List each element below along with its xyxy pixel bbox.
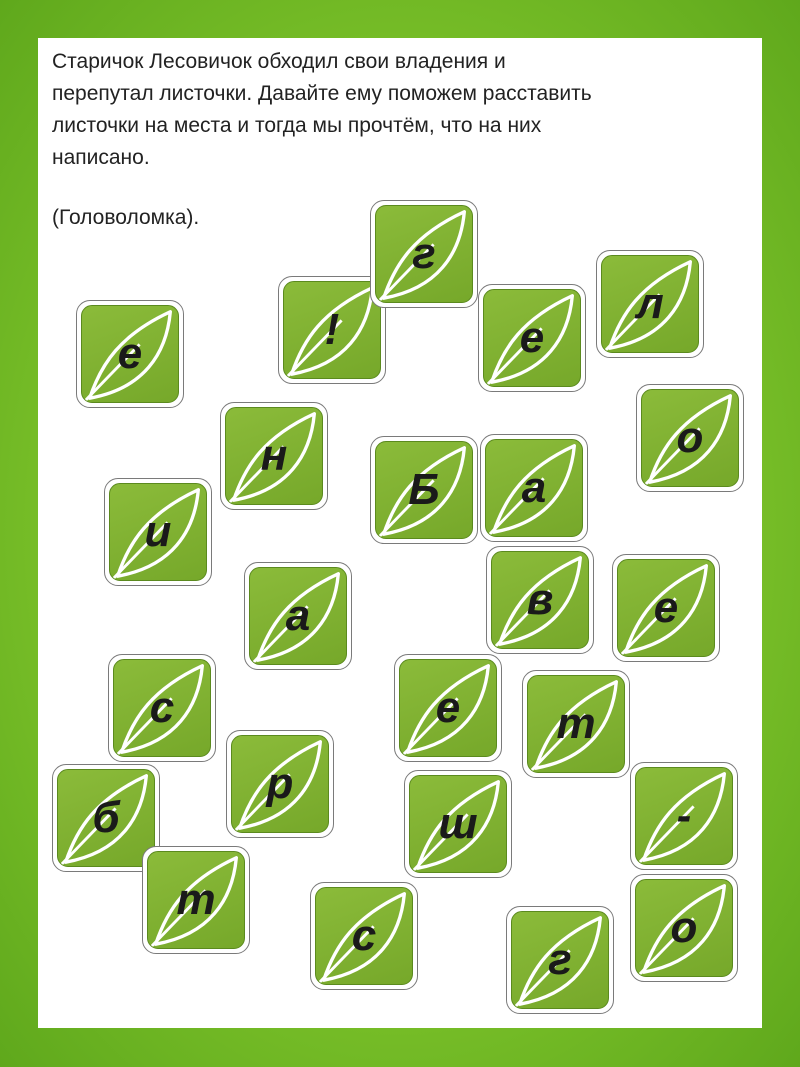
leaf-letter: - <box>676 791 692 840</box>
leaf-tile-face <box>57 769 155 867</box>
leaf-letter: л <box>636 279 664 328</box>
leaf-tile[interactable] <box>522 670 630 778</box>
instructions-line-2: перепутал листочки. Давайте ему поможем расставить <box>52 82 592 105</box>
leaf-tile[interactable] <box>142 846 250 954</box>
leaf-tile-face <box>375 205 473 303</box>
leaf-tile[interactable] <box>486 546 594 654</box>
leaf-letter: о <box>676 413 704 462</box>
leaf-tile-face <box>283 281 381 379</box>
leaf-letter: с <box>149 683 175 732</box>
leaf-tile[interactable] <box>310 882 418 990</box>
leaf-letter: е <box>435 683 461 732</box>
leaf-tile-face <box>601 255 699 353</box>
leaf-letter: б <box>92 793 120 842</box>
leaf-tile-face <box>409 775 507 873</box>
leaf-letter: а <box>521 463 547 512</box>
leaf-tile-face <box>485 439 583 537</box>
leaf-tile[interactable] <box>478 284 586 392</box>
leaf-letter: н <box>260 431 288 480</box>
leaf-letter: т <box>176 875 216 924</box>
leaf-letter: а <box>285 591 311 640</box>
leaf-tile[interactable] <box>108 654 216 762</box>
leaf-letter: Б <box>408 465 440 514</box>
leaf-letter: в <box>526 575 554 624</box>
puzzle-note: (Головоломка). <box>52 206 200 229</box>
leaf-tile-face <box>81 305 179 403</box>
leaf-tile-face <box>399 659 497 757</box>
leaf-letter: и <box>144 507 172 556</box>
leaf-tile-face <box>315 887 413 985</box>
leaf-tile-face <box>231 735 329 833</box>
leaf-tile[interactable] <box>404 770 512 878</box>
leaf-tile-face <box>617 559 715 657</box>
leaf-tile-face <box>109 483 207 581</box>
leaf-tile-face <box>635 767 733 865</box>
leaf-tile[interactable] <box>596 250 704 358</box>
leaf-letter: т <box>556 699 596 748</box>
leaf-tile-face <box>249 567 347 665</box>
leaf-letter: о <box>670 903 698 952</box>
leaf-letter: е <box>117 329 143 378</box>
leaf-tile[interactable] <box>104 478 212 586</box>
leaf-tile-face <box>147 851 245 949</box>
leaf-tile[interactable] <box>76 300 184 408</box>
instructions-line-1: Старичок Лесовичок обходил свои владения и <box>52 50 506 73</box>
instructions-line-4: написано. <box>52 146 150 169</box>
leaf-tile[interactable] <box>226 730 334 838</box>
leaf-letter: е <box>653 583 679 632</box>
leaf-tile[interactable] <box>630 762 738 870</box>
leaf-letter: г <box>412 229 436 278</box>
leaf-tile[interactable] <box>370 200 478 308</box>
leaf-tile[interactable] <box>630 874 738 982</box>
leaf-tile-face <box>511 911 609 1009</box>
leaf-tile[interactable] <box>506 906 614 1014</box>
leaf-tile[interactable] <box>480 434 588 542</box>
leaf-tile-face <box>225 407 323 505</box>
leaf-tile-face <box>113 659 211 757</box>
leaf-tile[interactable] <box>370 436 478 544</box>
leaf-tile[interactable] <box>244 562 352 670</box>
leaf-tile[interactable] <box>636 384 744 492</box>
leaf-letter: ш <box>438 799 478 848</box>
leaf-tile[interactable] <box>394 654 502 762</box>
leaf-tile-face <box>483 289 581 387</box>
leaf-tile[interactable] <box>612 554 720 662</box>
leaf-letter: ! <box>324 305 340 354</box>
leaf-letter: р <box>266 759 294 808</box>
leaf-tile-face <box>635 879 733 977</box>
leaf-letter: с <box>351 911 377 960</box>
leaf-letter: е <box>519 313 545 362</box>
leaf-tile-face <box>375 441 473 539</box>
leaf-tile-face <box>641 389 739 487</box>
leaf-letter: г <box>548 935 572 984</box>
leaf-tile[interactable] <box>220 402 328 510</box>
instructions-line-3: листочки на места и тогда мы прочтём, что на них <box>52 114 542 137</box>
leaf-tile-face <box>527 675 625 773</box>
leaf-tile-face <box>491 551 589 649</box>
